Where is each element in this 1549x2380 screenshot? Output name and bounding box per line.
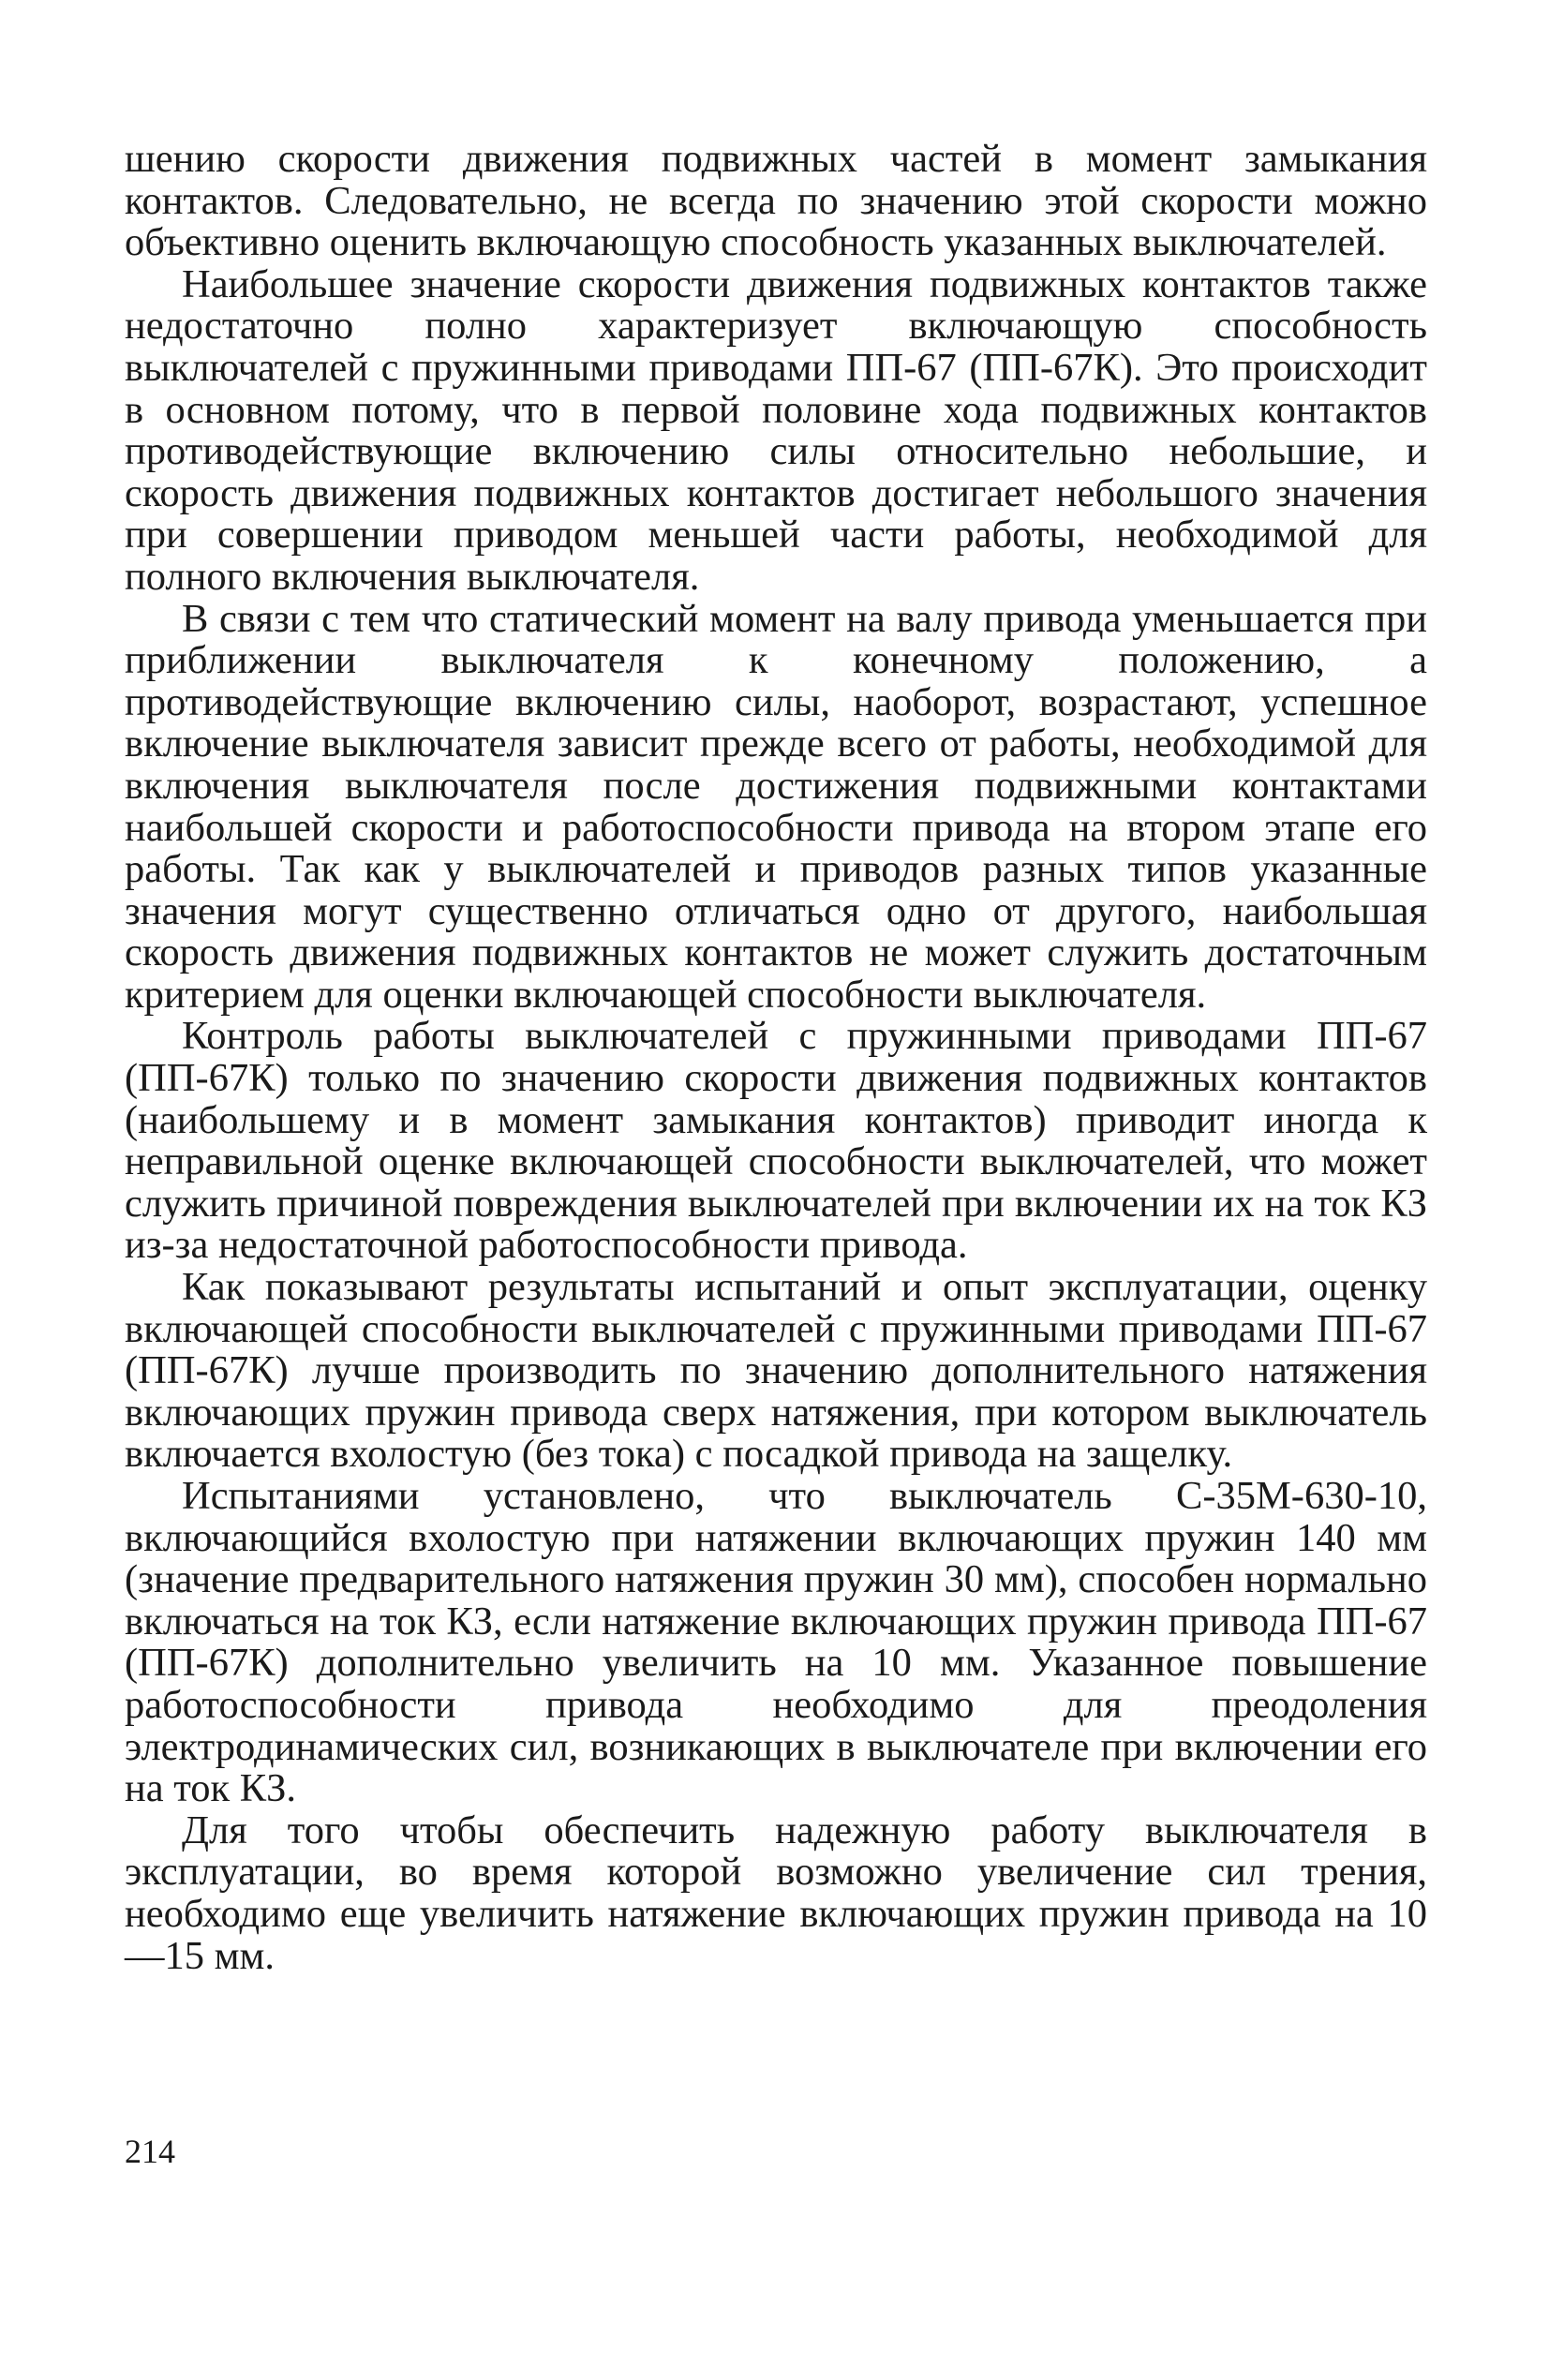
paragraph-control: Контроль работы выключателей с пружинными приводами ПП-67 (ПП-67К) только по значению скорости движения подвижных контактов (наибольшему и в момент замыкания контактов) приводит иногда к неправильной оценке включающей способности выключателей, что может служить причиной повреждения выключателей при включении их на ток КЗ из-за недостаточной работоспособности привода. [125,1014,1427,1268]
paragraph-static-moment: В связи с тем что статический момент на валу привода уменьшается при приближении выключателя к конечному положению, а противодействующие включению силы, наоборот, возрастают, успешное включение выключателя зависит прежде всего от работы, необходимой для включения выключателя после достижения подвижными контактами наибольшей скорости и работоспособности привода на втором этапе его работы. Так как у выключателей и приводов разных типов указанные значения могут существенно отличаться одно от другого, наибольшая скорость движения подвижных контактов не может служить достаточным критерием для оценки включающей способности выключателя. [125,596,1427,1017]
paragraph-continuation: шению скорости движения подвижных частей в момент замыкания контактов. Следовательно, не всегда по значению этой скорости можно объективно оценить включающую способность указанных выключателей. [125,137,1427,265]
paragraph-reliable-work: Для того чтобы обеспечить надежную работу выключателя в эксплуатации, во время которой возможно увеличение сил трения, необходимо еще увеличить натяжение включающих пружин привода на 10—15 мм. [125,1807,1427,1978]
paragraph-max-speed: Наибольшее значение скорости движения подвижных контактов также недостаточно полно характеризует включающую способность выключателей с пружинными приводами ПП-67 (ПП-67К). Это происходит в основном потому, что в первой половине хода подвижных контактов противодействующие включению силы относительно небольшие, и скорость движения подвижных контактов достигает небольшого значения при совершении приводом меньшей части работы, необходимой для полного включения выключателя. [125,261,1427,599]
page-body [125,139,1427,1977]
paragraph-tests-established: Испытаниями установлено, что выключатель С-35М-630-10, включающийся вхолостую при натяжении включающих пружин 140 мм (значение предварительного натяжения пружин 30 мм), способен нормально включаться на ток КЗ, если натяжение включающих пружин привода ПП-67 (ПП-67К) дополнительно увеличить на 10 мм. Указанное повышение работоспособности привода необходимо для преодоления электродинамических сил, возникающих в выключателе при включении его на ток КЗ. [125,1474,1427,1811]
page-number: 214 [125,2133,175,2170]
paragraph-test-results: Как показывают результаты испытаний и опыт эксплуатации, оценку включающей способности выключателей с пружинными приводами ПП-67 (ПП-67К) лучше производить по значению дополнительного натяжения включающих пружин привода сверх натяжения, при котором выключатель включается вхолостую (без тока) с посадкой привода на защелку. [125,1265,1427,1477]
